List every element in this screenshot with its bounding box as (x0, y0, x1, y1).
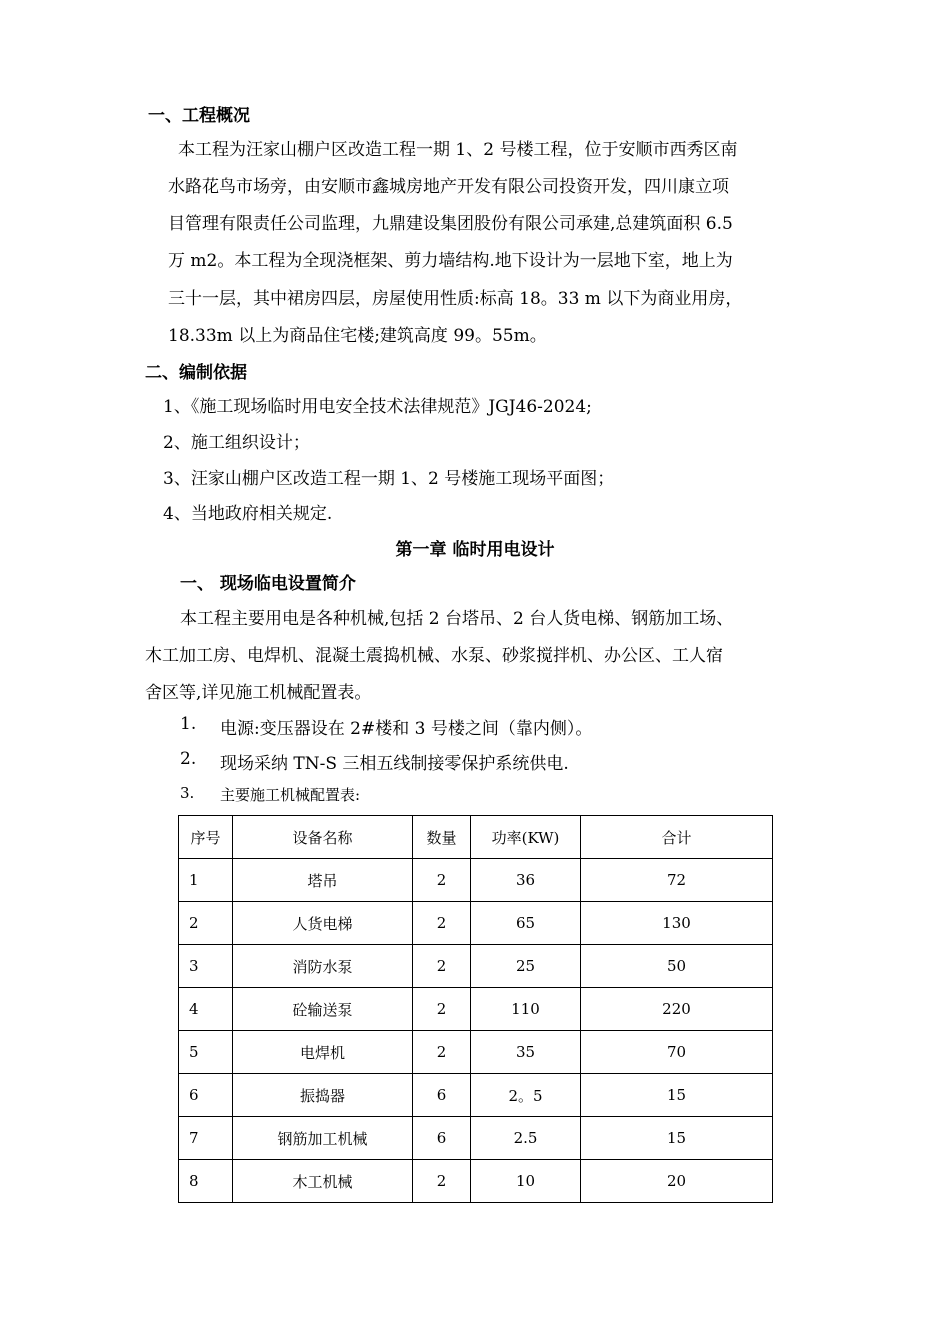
table-cell: 4 (179, 988, 233, 1031)
table-cell: 2 (413, 859, 471, 902)
point-number: 3. (180, 784, 195, 802)
table-cell: 钢筋加工机械 (233, 1117, 413, 1160)
table-cell: 70 (581, 1031, 773, 1074)
intro-line: 木工加工房、电焊机、混凝土震捣机械、水泵、砂浆搅拌机、办公区、工人宿 (145, 646, 723, 666)
table-cell: 15 (581, 1117, 773, 1160)
header-cell: 设备名称 (233, 816, 413, 859)
table-cell: 72 (581, 859, 773, 902)
table-cell: 25 (471, 945, 581, 988)
header-cell: 功率(KW) (471, 816, 581, 859)
table-cell: 木工机械 (233, 1160, 413, 1203)
header-cell: 合计 (581, 816, 773, 859)
point-text: 电源:变压器设在 2#楼和 3 号楼之间（靠内侧）。 (220, 719, 593, 739)
table-row (179, 988, 773, 1031)
table-cell: 6 (179, 1074, 233, 1117)
table-row (179, 902, 773, 945)
table-cell: 电焊机 (233, 1031, 413, 1074)
table-cell: 130 (581, 902, 773, 945)
table-cell: 3 (179, 945, 233, 988)
point-text: 主要施工机械配置表: (220, 786, 361, 804)
table-cell: 2 (413, 988, 471, 1031)
header-cell: 数量 (413, 816, 471, 859)
table-cell: 50 (581, 945, 773, 988)
section2-heading: 二、编制依据 (145, 363, 247, 383)
point-number: 1. (180, 714, 197, 734)
table-cell: 20 (581, 1160, 773, 1203)
point-number: 2. (180, 749, 197, 769)
table-cell: 36 (471, 859, 581, 902)
section1-line: 本工程为汪家山棚户区改造工程一期 1、2 号楼工程，位于安顺市西秀区南 (178, 140, 738, 160)
table-row (179, 1074, 773, 1117)
table-row (179, 1031, 773, 1074)
table-cell: 消防水泵 (233, 945, 413, 988)
point-text: 现场采纳 TN-S 三相五线制接零保护系统供电. (220, 754, 569, 774)
table-row (179, 945, 773, 988)
table-cell: 8 (179, 1160, 233, 1203)
table-cell: 7 (179, 1117, 233, 1160)
table-cell: 2 (179, 902, 233, 945)
table-cell: 人货电梯 (233, 902, 413, 945)
table-cell: 2 (413, 945, 471, 988)
table-cell: 65 (471, 902, 581, 945)
table-cell: 10 (471, 1160, 581, 1203)
section1-heading: 一、工程概况 (148, 106, 250, 126)
intro-line: 舍区等,详见施工机械配置表。 (145, 683, 372, 703)
table-cell: 2 (413, 1031, 471, 1074)
table-cell: 5 (179, 1031, 233, 1074)
table-header-row (179, 816, 773, 859)
chapter-subheading: 一、 现场临电设置简介 (180, 574, 356, 594)
table-cell: 35 (471, 1031, 581, 1074)
chapter-title: 第一章 临时用电设计 (395, 540, 555, 560)
table-cell: 塔吊 (233, 859, 413, 902)
table-row (179, 859, 773, 902)
header-cell: 序号 (179, 816, 233, 859)
table-row (179, 1117, 773, 1160)
table-cell: 220 (581, 988, 773, 1031)
table-cell: 振捣器 (233, 1074, 413, 1117)
table-cell: 2。5 (471, 1074, 581, 1117)
basis-item: 2、施工组织设计； (163, 433, 310, 453)
section1-line: 水路花鸟市场旁，由安顺市鑫城房地产开发有限公司投资开发，四川康立项 (168, 177, 729, 197)
table-cell: 2 (413, 1160, 471, 1203)
section1-line: 目管理有限责任公司监理，九鼎建设集团股份有限公司承建,总建筑面积 6.5 (168, 214, 733, 234)
machinery-table (178, 815, 773, 1203)
intro-line: 本工程主要用电是各种机械,包括 2 台塔吊、2 台人货电梯、钢筋加工场、 (180, 609, 734, 629)
table-cell: 110 (471, 988, 581, 1031)
table-cell: 6 (413, 1117, 471, 1160)
table-cell: 2.5 (471, 1117, 581, 1160)
basis-item: 1、《施工现场临时用电安全技术法律规范》JGJ46-2024; (163, 397, 592, 417)
section1-line: 18.33m 以上为商品住宅楼;建筑高度 99。55m。 (168, 326, 547, 346)
table-cell: 15 (581, 1074, 773, 1117)
section1-line: 万 m2。本工程为全现浇框架、剪力墙结构.地下设计为一层地下室，地上为 (168, 251, 733, 271)
basis-item: 3、汪家山棚户区改造工程一期 1、2 号楼施工现场平面图； (163, 469, 615, 489)
table-row (179, 1160, 773, 1203)
table-cell: 砼输送泵 (233, 988, 413, 1031)
basis-item: 4、当地政府相关规定. (163, 504, 333, 524)
table-cell: 1 (179, 859, 233, 902)
table-cell: 6 (413, 1074, 471, 1117)
table-cell: 2 (413, 902, 471, 945)
section1-line: 三十一层，其中裙房四层，房屋使用性质:标高 18。33 m 以下为商业用房， (168, 289, 743, 309)
